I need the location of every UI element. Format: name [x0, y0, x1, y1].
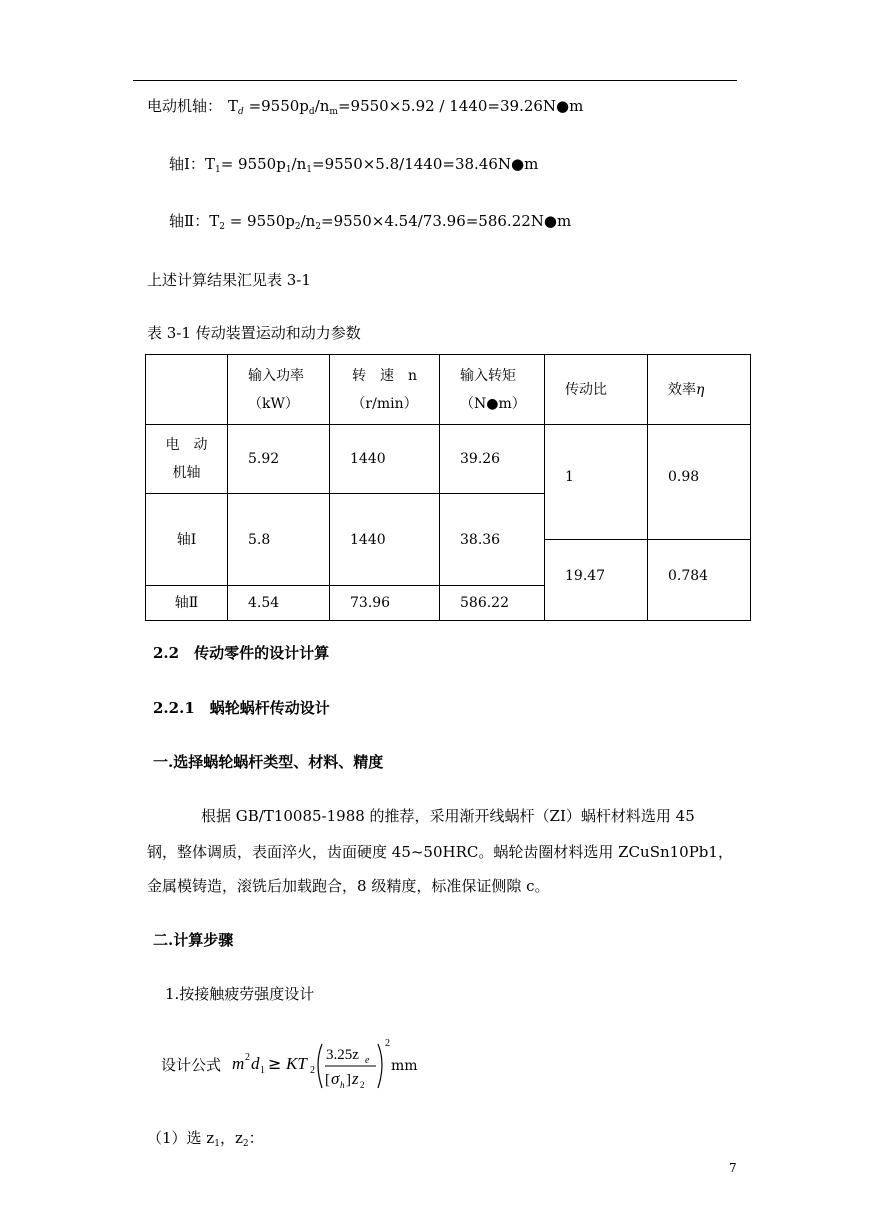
header-power: 输入功率 （kW） [228, 355, 330, 425]
header-ratio: 传动比 [545, 355, 648, 425]
formula-z: z [352, 1069, 359, 1088]
header-speed: 转 速 n （r/min） [330, 355, 440, 425]
formula-sigma-sub: h [340, 1080, 345, 1090]
formula-t-sub: 2 [310, 1065, 315, 1076]
row-shaft1-speed: 1440 [330, 494, 440, 586]
left-paren [318, 1044, 322, 1088]
formula-kt: KT [286, 1054, 307, 1073]
row-motor-power: 5.92 [228, 425, 330, 494]
design-formula [228, 1036, 418, 1096]
section-heading-2-2: 2.2 传动零件的设计计算 [153, 644, 330, 662]
row-motor-speed: 1440 [330, 425, 440, 494]
header-torque: 输入转矩 （N●m） [440, 355, 545, 425]
section-heading-2-2-1: 2.2.1 蜗轮蜗杆传动设计 [153, 699, 330, 717]
step-1: 1.按接触疲劳强度设计 [165, 985, 315, 1003]
parameter-table [145, 354, 751, 621]
row-motor-torque: 39.26 [440, 425, 545, 494]
formula-numerator: 3.25z [326, 1047, 359, 1063]
ratio-2: 19.47 [545, 540, 648, 621]
section-heading-2: 二.计算步骤 [153, 931, 234, 949]
paragraph-line-2: 钢，整体调质，表面淬火，齿面硬度 45~50HRC。蜗轮齿圈材料选用 ZCuSn10Pb1， [147, 843, 733, 861]
substep-1: （1）选 $z_1$，$z_2$： [147, 1129, 264, 1149]
row-shaft2-torque: 586.22 [440, 586, 545, 621]
row-shaft2-speed: 73.96 [330, 586, 440, 621]
bracket-open: [ [325, 1072, 330, 1088]
table-row-motor [146, 425, 751, 494]
torque-shaft1-line: 轴Ⅰ：$T_1=$ $9550p_1/n_1=9550\times 5.8/1440=38.46N●m$ [169, 155, 539, 175]
formula-d: d [251, 1054, 260, 1073]
bracket-close: ] [346, 1072, 351, 1088]
row-shaft2-name: 轴Ⅱ [146, 586, 228, 621]
header-empty-cell [146, 355, 228, 425]
header-efficiency: 效率η [648, 355, 751, 425]
paragraph-line-1: 根据 GB/T10085-1988 的推荐，采用渐开线蜗杆（ZI）蜗杆材料选用 45 [201, 807, 695, 825]
section-heading-1: 一.选择蜗轮蜗杆类型、材料、精度 [153, 753, 384, 771]
formula-label: 设计公式 [161, 1056, 222, 1074]
formula-unit: mm [391, 1058, 418, 1074]
formula-z-sub: 2 [360, 1080, 365, 1090]
page-number: 7 [729, 1161, 737, 1175]
formula-sigma: σ [331, 1069, 340, 1088]
efficiency-1: 0.98 [648, 425, 751, 540]
table-header-row [146, 355, 751, 425]
formula-power: 2 [385, 1038, 390, 1049]
table-caption: 表 3-1 传动装置运动和动力参数 [147, 324, 361, 342]
formula-m-exp: 2 [245, 1052, 250, 1063]
formula-m: m [232, 1054, 245, 1073]
row-shaft1-torque: 38.36 [440, 494, 545, 586]
paragraph-line-3: 金属模铸造，滚铣后加载跑合，8 级精度，标准保证侧隙 c。 [147, 877, 550, 895]
ratio-1: 1 [545, 425, 648, 540]
formula-numerator-sub: e [365, 1055, 370, 1066]
row-motor-name: 电 动 机轴 [146, 425, 228, 494]
right-paren [378, 1044, 382, 1088]
header-rule [133, 80, 737, 81]
row-shaft1-power: 5.8 [228, 494, 330, 586]
formula-d-sub: 1 [260, 1065, 265, 1076]
row-shaft1-name: 轴Ⅰ [146, 494, 228, 586]
formula-geq: ≥ [268, 1054, 282, 1073]
row-shaft2-power: 4.54 [228, 586, 330, 621]
torque-shaft2-line: 轴Ⅱ：$T_2$ = $9550p_2/n_2=9550\times 4.54/73.96=586.22N●m$ [169, 212, 572, 232]
torque-motor-line: 电动机轴： $T_d =9550p_d/n_m=9550\times 5.92$ / 1440=39.26N●m [147, 97, 584, 117]
summary-text: 上述计算结果汇见表 3-1 [147, 271, 311, 289]
efficiency-2: 0.784 [648, 540, 751, 621]
